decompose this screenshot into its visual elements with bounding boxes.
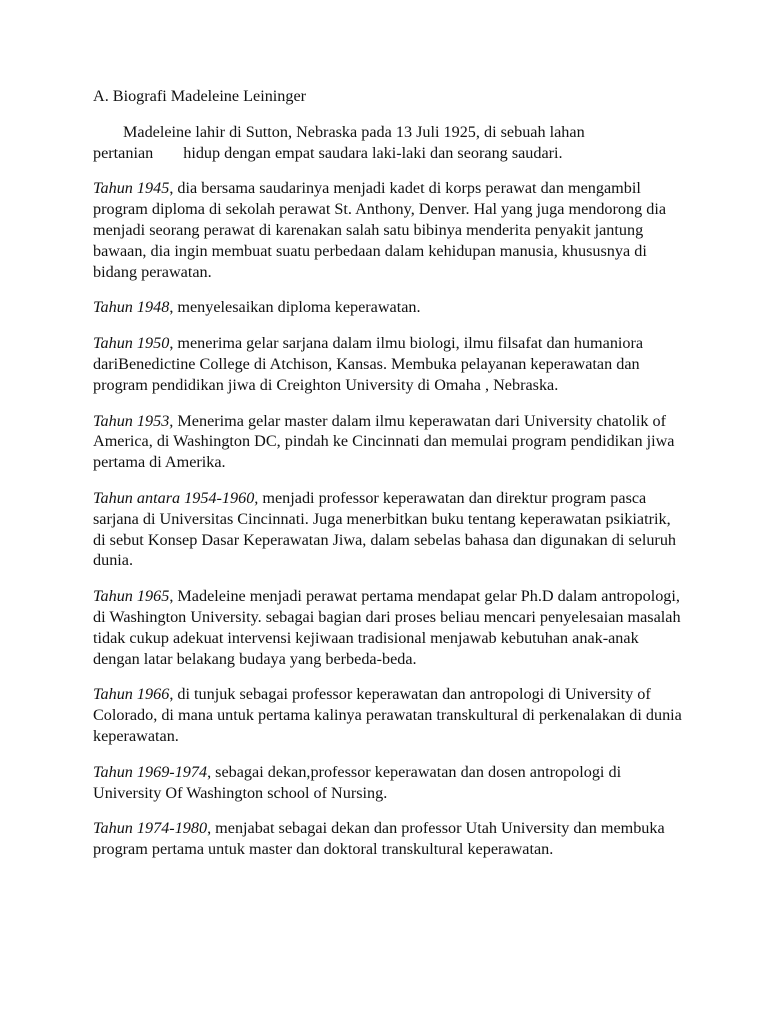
paragraph-text: , di tunjuk sebagai professor keperawatan dan antropologi di University of Colorado, di mana untuk pertama kalinya perawatan transkultural di perkenalakan di dunia keperawatan. — [93, 685, 682, 745]
paragraph-year: Tahun 1965 — [93, 587, 170, 606]
paragraph-text: , sebagai dekan,professor keperawatan dan dosen antropologi di University Of Washington school of Nursing. — [93, 762, 622, 802]
paragraph-year: Tahun 1950 — [93, 334, 170, 353]
paragraph-1974-1980 — [93, 818, 683, 860]
intro-line-2-end: hidup dengan empat saudara laki-laki dan seorang saudari. — [183, 143, 563, 162]
paragraph-1966 — [93, 684, 683, 746]
section-heading: A. Biografi Madeleine Leininger — [93, 87, 307, 105]
paragraph-year: Tahun 1953, — [93, 411, 174, 430]
paragraph-text: , menerima gelar sarjana dalam ilmu biologi, ilmu filsafat dan humaniora dariBenedictine College di Atchison, Kansas. Membuka pelayanan keperawatan dan program pendidikan jiwa di Creighton University di Omaha , Nebraska. — [93, 334, 644, 394]
paragraph-text: menjadi professor keperawatan dan direktur program pasca sarjana di Universitas Cincinnati. Juga menerbitkan buku tentang keperawatan psikiatrik, di sebut Konsep Dasar Keperawatan Jiwa, dalam sebelas bahasa dan digunakan di seluruh dunia. — [93, 488, 677, 570]
paragraph-year: Tahun 1966 — [93, 685, 170, 704]
paragraph-year: Tahun 1969-1974 — [93, 762, 208, 781]
paragraph-1945 — [93, 178, 683, 282]
paragraph-text: Menerima gelar master dalam ilmu keperawatan dari University chatolik of America, di Washington DC, pindah ke Cincinnati dan memulai program pendidikan jiwa pertama di Amerika. — [93, 411, 675, 472]
paragraph-1965 — [93, 586, 683, 669]
paragraph-1948 — [93, 297, 683, 318]
intro-line-2-start: pertanian — [93, 143, 154, 162]
paragraph-1953 — [93, 411, 683, 473]
paragraph-text: , menyelesaikan diploma keperawatan. — [169, 298, 421, 317]
paragraph-year: Tahun 1945 — [93, 179, 170, 198]
intro-paragraph — [93, 122, 683, 164]
paragraph-1954-1960 — [93, 488, 683, 571]
paragraph-text: , Madeleine menjadi perawat pertama mendapat gelar Ph.D dalam antropologi, di Washington University. sebagai bagian dari proses beliau mencari penyelesaian masalah tidak cukup adekuat intervensi kejiwaan tradisional menjawab kebutuhan anak-anak dengan latar belakang budaya yang berbeda-beda. — [93, 587, 681, 668]
paragraph-1950 — [93, 333, 683, 395]
paragraph-text: , menjabat sebagai dekan dan professor Utah University dan membuka program pertama untuk master dan doktoral transkultural keperawatan. — [93, 819, 665, 859]
paragraph-year: Tahun 1974-1980 — [93, 819, 208, 838]
paragraph-1969-1974 — [93, 762, 683, 804]
intro-line-1: Madeleine lahir di Sutton, Nebraska pada 13 Juli 1925, di sebuah lahan — [123, 122, 585, 141]
document-body — [93, 86, 683, 875]
paragraph-year: Tahun antara 1954-1960, — [93, 488, 259, 507]
paragraph-text: , dia bersama saudarinya menjadi kadet di korps perawat dan mengambil program diploma di sekolah perawat St. Anthony, Denver. Hal yang juga mendorong dia menjadi seorang perawat di karenakan salah satu bibinya menderita penyakit jantung bawaan, dia ingin membuat suatu perbedaan dalam kehidupan manusia, khususnya di bidang perawatan. — [93, 179, 667, 281]
paragraph-year: Tahun 1948 — [93, 298, 170, 317]
